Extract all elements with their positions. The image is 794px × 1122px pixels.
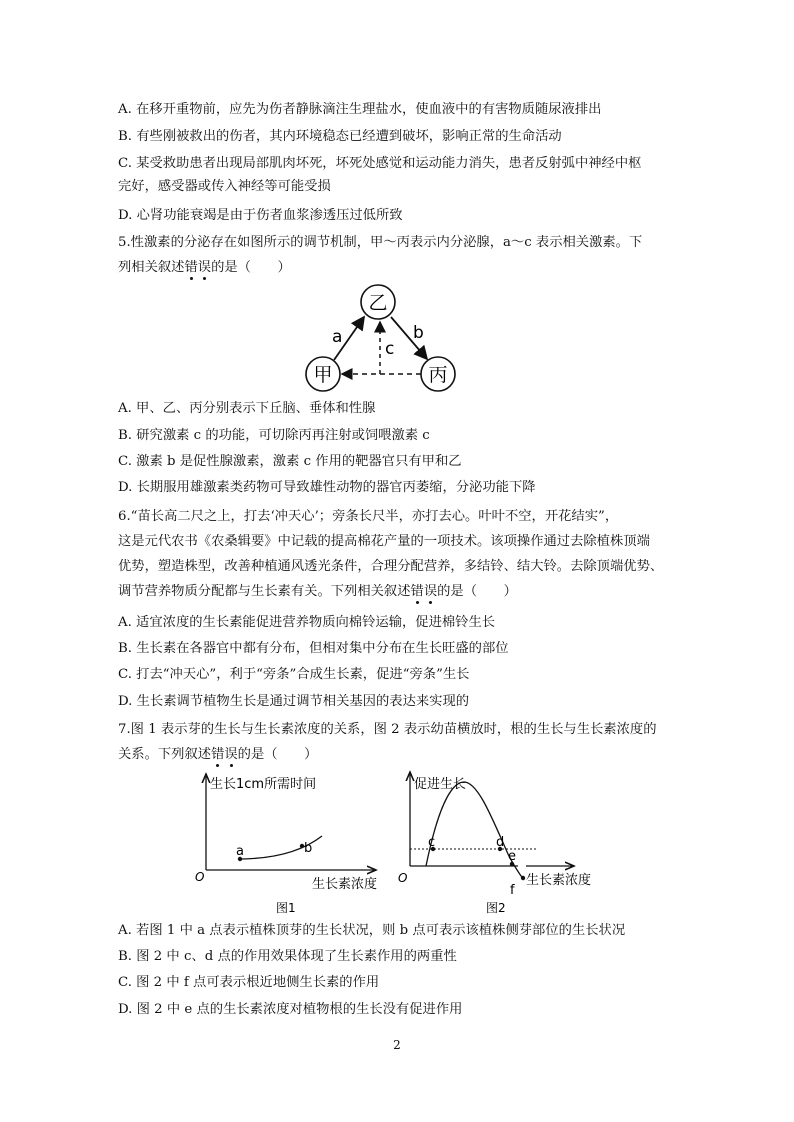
fig1-caption: 图1 xyxy=(276,901,296,915)
fig1-origin: O xyxy=(195,870,205,884)
q5-option-b: B. 研究激素 c 的功能，可切除丙再注射或饲喂激素 c xyxy=(118,428,430,443)
q6-stem-line3: 优势，塑造株型，改善种植通风透光条件，合理分配营养，多结铃、结大铃。去除顶端优势、 xyxy=(118,559,664,574)
figure-1-bud-growth-graph xyxy=(190,768,390,918)
emphasis-char: 错 xyxy=(211,747,225,762)
label-b: b xyxy=(413,323,424,343)
fig2-ylabel: 促进生长 xyxy=(414,777,467,792)
fig1-xlabel: 生长素浓度 xyxy=(312,877,378,892)
q4-option-b: B. 有些刚被救出的伤者，其内环境稳态已经遭到破坏，影响正常的生命活动 xyxy=(118,129,562,144)
q6-option-d: D. 生长素调节植物生长是通过调节相关基因的表达来实现的 xyxy=(118,694,470,709)
hormone-regulation-diagram xyxy=(296,282,466,394)
q7-option-a: A. 若图 1 中 a 点表示植株顶芽的生长状况，则 b 点可表示该植株侧芽部位的生长状况 xyxy=(118,923,626,938)
figure-2-root-growth-graph xyxy=(396,768,608,918)
fig2-caption: 图2 xyxy=(486,901,506,915)
emphasis-char: 误 xyxy=(423,584,438,599)
q4-option-c-cont: 完好，感受器或传入神经等可能受损 xyxy=(118,179,331,194)
q5-option-a: A. 甲、乙、丙分别表示下丘脑、垂体和性腺 xyxy=(118,401,376,416)
q4-option-a: A. 在移开重物前，应先为伤者静脉滴注生理盐水，使血液中的有害物质随尿液排出 xyxy=(118,102,602,117)
q5-stem-line1: 5.性激素的分泌存在如图所示的调节机制，甲～丙表示内分泌腺，a～c 表示相关激素。下 xyxy=(118,235,643,250)
emphasis-char: 错 xyxy=(184,260,198,275)
q6-option-b: B. 生长素在各器官中都有分布，但相对集中分布在生长旺盛的部位 xyxy=(118,641,509,656)
fig2-xlabel: 生长素浓度 xyxy=(526,873,592,888)
q6-stem-line1: 6.“苗长高二尺之上，打去‘冲天心’；旁条长尺半，亦打去心。叶叶不空，开花结实”， xyxy=(118,509,619,524)
q4-option-d: D. 心肾功能衰竭是由于伤者血浆渗透压过低所致 xyxy=(118,208,403,223)
q7-option-b: B. 图 2 中 c、d 点的作用效果体现了生长素作用的两重性 xyxy=(118,949,457,964)
label-a: a xyxy=(332,327,343,347)
emphasis-char: 误 xyxy=(197,260,212,275)
q7-option-d: D. 图 2 中 e 点的生长素浓度对植物根的生长没有促进作用 xyxy=(118,1002,463,1017)
emphasis-char: 错 xyxy=(410,584,424,599)
node-jia: 甲 xyxy=(313,364,333,386)
q6-option-c: C. 打去“冲天心”，利于“旁条”合成生长素，促进“旁条”生长 xyxy=(118,667,470,682)
fig2-point-d: d xyxy=(496,835,505,850)
node-bing: 丙 xyxy=(428,364,448,386)
q7-stem-line1: 7.图 1 表示芽的生长与生长素浓度的关系，图 2 表示幼苗横放时，根的生长与生长素浓度的 xyxy=(118,722,657,737)
label-c: c xyxy=(385,339,395,359)
fig2-origin: O xyxy=(398,871,408,885)
q6-stem-line4: 调节营养物质分配都与生长素有关。下列相关叙述错误的是（ ） xyxy=(118,584,517,599)
fig2-point-e: e xyxy=(508,849,516,864)
q7-option-c: C. 图 2 中 f 点可表示根近地侧生长素的作用 xyxy=(118,975,380,990)
q5-option-c: C. 激素 b 是促性腺激素，激素 c 作用的靶器官只有甲和乙 xyxy=(118,454,462,469)
page-number: 2 xyxy=(393,1038,401,1052)
fig1-point-b: b xyxy=(304,841,313,856)
q7-stem-line2: 关系。下列叙述错误的是（ ） xyxy=(118,747,318,762)
fig2-point-f: f xyxy=(510,883,515,898)
fig1-ylabel: 生长1cm所需时间 xyxy=(210,777,317,792)
node-yi: 乙 xyxy=(368,292,388,314)
q6-stem-line2: 这是元代农书《农桑辑要》中记载的提高棉花产量的一项技术。该项操作通过去除植株顶端 xyxy=(118,534,650,549)
emphasis-char: 误 xyxy=(224,747,238,762)
q6-option-a: A. 适宜浓度的生长素能促进营养物质向棉铃运输，促进棉铃生长 xyxy=(118,615,496,630)
q5-option-d: D. 长期服用雄激素类药物可导致雄性动物的器官丙萎缩，分泌功能下降 xyxy=(118,480,536,495)
q4-option-c: C. 某受救助患者出现局部肌肉坏死，坏死处感觉和运动能力消失，患者反射弧中神经中枢 xyxy=(118,156,642,171)
fig2-point-c: c xyxy=(428,835,436,850)
fig1-point-a: a xyxy=(236,844,244,859)
q5-stem-line2: 列相关叙述错误的是（ ） xyxy=(118,260,291,275)
